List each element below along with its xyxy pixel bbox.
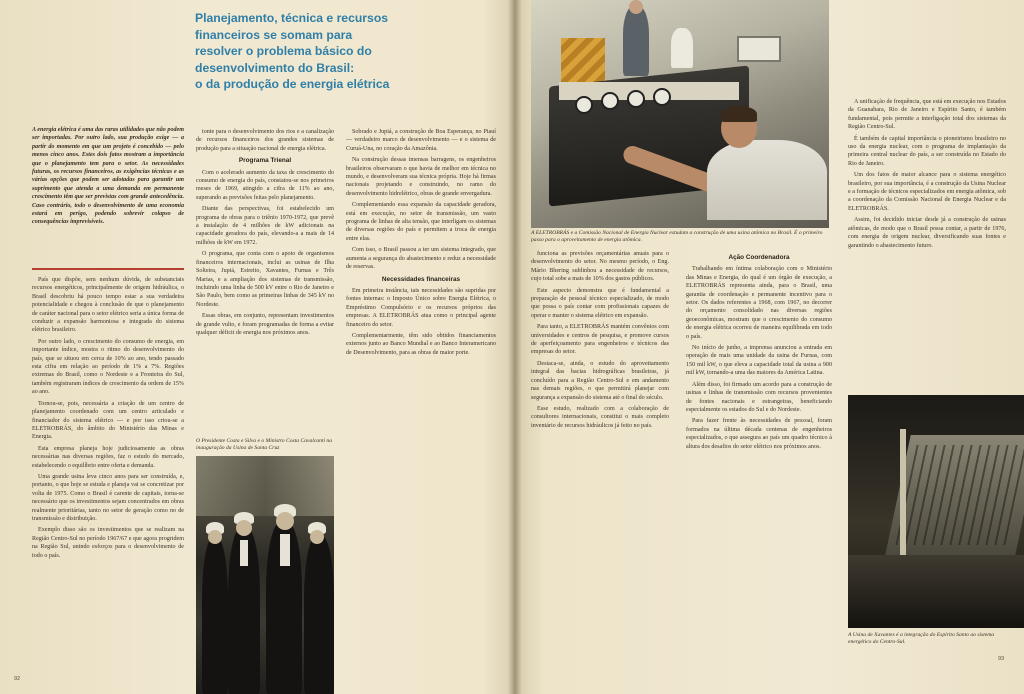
col5-paragraph: Além disso, foi firmado um acordo para a construção de usinas e linhas de transmissão com recursos provenientes de fontes nacionais e estrangeiras, beneficiando especialmente os estados do Sul e do Nordeste. [686,381,832,413]
col6-paragraph: Um dos fatos de maior alcance para o sistema energético brasileiro, por sua importância, é a construção da Usina Nuclear e a formação de técnicos especializados em energia atômica, sob a coordenação da Comissão Nacional de Energia Nuclear e da ELETROBRÁS. [848,172,1006,212]
col1-paragraph: Tornou-se, pois, necessária a criação de um centro de planejamento coordenado com um centro articulado e financiador do sistema elétrico — e por isso criou-se a ELETROBRÁS, do âmbito do Ministério das Minas e Energia. [32,400,184,441]
col3-paragraph: Complementando essa expansão da capacidade geradora, está em execução, no setor de transmissão, um vasto programa de linhas de alta tensão, que interligam os sistemas de diversas regiões do país e permitem a troca de energia entre elas. [346,202,496,242]
col3-paragraph: Em primeira instância, tais necessidades são supridas por fontes internas: o Imposto Único sobre Energia Elétrica, o Empréstimo Compulsório e os recursos próprios das empresas. A ELETROBRÁS atua como o principal agente financeiro do setor. [346,287,496,328]
col6-paragraph: É também de capital importância o pioneirismo brasileiro no uso da energia nuclear, com o programa de implantação da primeira central nuclear do país, a ser construída no Estado do Rio de Janeiro. [848,135,1006,167]
intro-paragraph [32,126,184,262]
col2-paragraph: tonte para o desenvolvimento dos rios e a canalização de recursos financeiros dos grandes sistemas de produção para a situação nacional de energia elétrica. [196,129,334,152]
col6-paragraph: A unificação de frequência, que está em execução nos Estados da Guanabara, Rio de Janeiro e Espírito Santo, é também fundamental, pois permite a interligação total dos sistemas da Região Centro-Sul. [848,99,1006,131]
headline-line-3: resolver o problema básico do [195,44,372,59]
col1-paragraph: Por outro lado, o crescimento do consumo de energia, em importante índice, mostra o ritmo do desenvolvimento do país, que se situou em cerca de 10% ao ano, tendo passado esta cifra em relação ao período de 1% a 7%. Regiões extremas do Brasil, como o Nordeste e a Fronteira do Sul, também registraram índices de crescimento da ordem de 15% ao ano. [32,338,184,396]
col1-paragraph: País que dispõe, sem nenhum dúvida, de substanciais recursos energéticos, principalmente de origem hidráulica, o Brasil descobriu há pouco tempo estar a sua verdadeira potencialidade e chegou à conclusão de que o planejamento de caráter nacional para o setor elétrico seria a única forma de conduzir a expansão harmoniosa e integrada do sistema elétrico brasileiro. [32,277,184,334]
col2-paragraph: O programa, que conta com o apoio de organismos financeiros internacionais, inclui as usinas de Ilha Solteira, Jupiá, Estreito, Xavantes, Furnas e Três Marias, e a ampliação dos sistemas de transmissão, incluindo uma linha de 500 kV entre o Rio de Janeiro e São Paulo, bem como as primeiras linhas de 345 kV no Nordeste. [196,251,334,308]
headline-line-4: desenvolvimento do Brasil: [195,60,355,75]
subhead-necessidades-financeiras: Necessidades financeiras [381,275,461,283]
headline-line-5: o da produção de energia elétrica [195,77,390,92]
col3-paragraph: Com isso, o Brasil passou a ter um sistema integrado, que aumenta a segurança do abastecimento e reduz a necessidade de reservas. [346,247,496,271]
col5-paragraph: No início de junho, a imprensa anunciou a entrada em operação de mais uma unidade da usina de Furnas, com 150 mil kW, o que eleva a capacidade total da usina a 900 mil kW, tornando-a uma das maiores da América Latina. [686,345,832,377]
ceremony-photo [196,456,334,694]
article-column-2 [196,128,334,434]
col5-paragraph: Trabalhando em íntima colaboração com o Ministério das Minas e Energia, do qual é um órgão de execução, a ELETROBRÁS representa ainda, para o Brasil, uma garantia de coordenação e permanente incentivo para o setor. Os dados referentes a 1968, com 1967, no decorrer do orçamento consolidado nas diversas regiões geoeconômicas, mostram que o crescimento do consumo de energia elétrica ocorreu de maneira equilibrada em todo o país. [686,266,832,340]
col1-paragraph: Esta empresa planeja hoje judiciosamente as obras necessárias nas diversas regiões, faz o estudo do mercado, estabelecendo o equilíbrio entre oferta e demanda. [32,445,184,469]
page-gutter [508,0,522,694]
col4-paragraph: Para tanto, a ELETROBRÁS mantém convênios com universidades e centros de pesquisa, e promove cursos de aperfeiçoamento para engenheiros e técnicos das empresas do setor. [531,324,669,356]
right-page [514,0,1024,694]
article-column-3 [346,128,496,684]
col3-paragraph: Na construção dessas imensas barragens, os engenheiros brasileiros observaram o que havia de melhor em técnica no mundo, e desenvolveram sua técnica própria. Hoje há firmas nacionais projetando e construindo, no ramo do desenvolvimento hidrelétrico, obras de grande envergadura. [346,157,496,197]
subhead-programa-trienal: Programa Trienal [238,157,292,165]
headline [195,10,455,93]
intro-text: A energia elétrica é uma das raras utilidades que não podem ser importadas. Por outro lado, sua produção exige — a partir do momento em que um projeto é concebido — pelo menos cinco anos. Estes dois fatos mostram a importância que o planejamento tem para o setor. As necessidades futuras, os recursos financeiros, as exigências técnicas e as várias opções que podem ser adotadas para garantir um suprimento que atenda a uma demanda em permanente crescimento têm que ser previstas com grande antecedência. Caso contrário, todo o desenvolvimento de uma economia estará em perigo, podendo sobrevir colapso de consequências imprevisíveis. [32,127,184,226]
article-column-4 [531,250,669,686]
col2-paragraph: Diante das perspectivas, foi estabelecido um programa de obras para o triênio 1970-1972, que prevê a instalação de 4 milhões de kW adicionais na capacidade geradora do país, elevando-a a mais de 14 milhões de kW em 1972. [196,206,334,246]
subhead-acao-coordenadora: Ação Coordenadora [728,254,790,261]
page-number-right: 93 [998,656,1005,662]
col1-paragraph: Exemplo disso são os investimentos que se realizam na Região Centro-Sul no período 1967/67 e que agora progridem na Região Sul, unindo esforços para o desenvolvimento de todo o país. [32,527,184,559]
dam-photo-caption: A Usina de Xavantes é a integração do Espírito Santo ao sistema energético do Centro-Sul. [848,632,995,646]
control-room-photo [531,0,829,228]
col4-paragraph: Destaca-se, ainda, o estudo do aproveitamento integral das bacias hidrográficas brasileiras, já concluído para a Região Centro-Sul e em andamento nas demais regiões, o que permitirá planejar com segurança a expansão do sistema até o final do século. [531,360,669,401]
col6-paragraph: Assim, foi decidido iniciar desde já a construção de usinas atômicas, de modo que o Brasil possa contar, a partir de 1976, com energia de origem nuclear, diversificando suas fontes e garantindo o abastecimento futuro. [848,217,1006,249]
red-rule-divider [32,268,184,270]
col4-paragraph: funciona as previsões orçamentárias anuais para o desenvolvimento do setor. No mesmo período, o Eng. Mário Bhering sublinhou a necessidade de recursos, cujo total sobe a mais de 10% dos gastos públicos. [531,251,669,283]
headline-line-2: financeiros se somam para [195,27,353,42]
headline-line-1: Planejamento, técnica e recursos [195,11,389,25]
article-column-6 [848,98,1006,388]
col2-paragraph: Essas obras, em conjunto, representam investimentos de grande vulto, e foram programadas de forma a evitar qualquer déficit de energia nos próximos anos. [196,313,334,336]
page-number-left: 92 [14,676,21,682]
col5-paragraph: Para fazer frente às necessidades de pessoal, foram formados na última década centenas de engenheiros especializados, o que assegura ao país um quadro técnico à altura dos desafios do setor elétrico nos próximos anos. [686,418,832,450]
col4-paragraph: Esse estudo, realizado com a colaboração de consultores internacionais, constitui o mais completo inventário de recursos hidráulicos já feito no país. [531,405,669,429]
control-room-photo-caption: A ELETROBRÁS e a Comissão Nacional de Energia Nuclear estudam a construção de uma usina atômica no Brasil. É o primeiro passo para o aproveitamento de energia atômica. [531,230,823,244]
col1-paragraph: Uma grande usina leva cinco anos para ser construída, e, portanto, o que hoje se estuda e planeja vai se concretizar por volta de 1975. Como o Brasil é carente de capitais, torna-se necessário que os investimentos sejam concentrados em obras realmente prioritárias, tanto no setor de geração como no de transmissão e distribuição. [32,473,184,522]
article-column-1 [32,276,184,686]
dam-photo [848,395,1024,628]
article-column-5 [686,250,832,686]
col3-paragraph: Sobrado e Jupiá, a construção de Boa Esperança, no Piauí — verdadeiro marco de desenvolvimento — e o sistema de Curuá-Una, no coração da Amazônia. [346,129,496,152]
col4-paragraph: Este aspecto demonstra que é fundamental a preparação de pessoal técnico especializado, de modo que possa o país contar com profissionais capazes de operar e manter o sistema elétrico em expansão. [531,287,669,319]
col2-paragraph: Com o acelerado aumento da taxa de crescimento do consumo de energia do país, constatou-se nos primeiros meses de 1969, atingido a cifra de 11% ao ano, superando as previsões feitas pelo planejamento. [196,169,334,201]
col3-paragraph: Complementarmente, têm sido obtidos financiamentos externos junto ao Banco Mundial e ao Banco Interamericano de Desenvolvimento, para as obras de maior porte. [346,332,496,356]
ceremony-photo-caption: O Presidente Costa e Silva e o Ministro Costa Cavalcanti na inauguração da Usina de Santa Cruz [196,438,332,452]
